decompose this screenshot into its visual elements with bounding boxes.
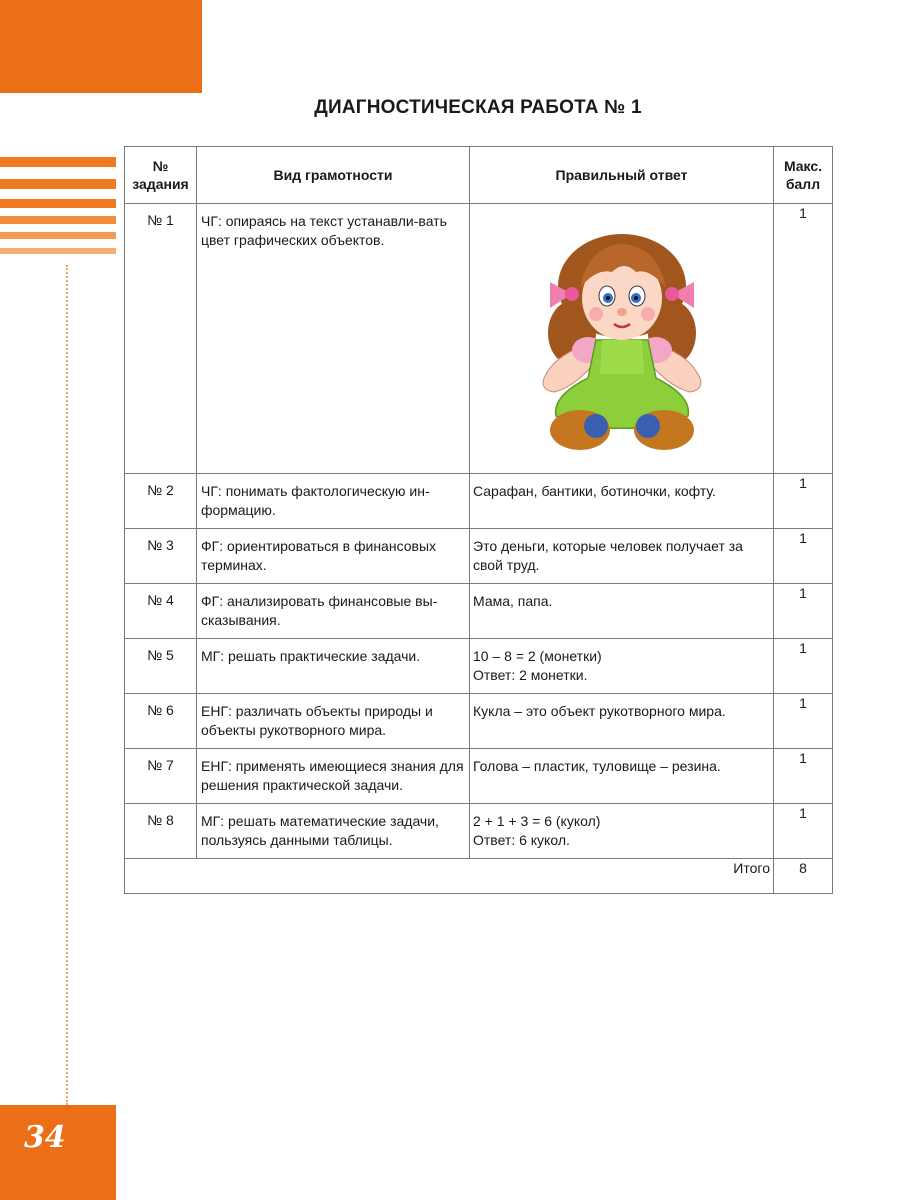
task-number: № 3 bbox=[125, 529, 197, 584]
stripe-decoration bbox=[0, 216, 116, 224]
literacy-type: ФГ: анализировать финансовые вы-сказывания. bbox=[197, 584, 470, 639]
literacy-type: ФГ: ориентироваться в финансовых терминах. bbox=[197, 529, 470, 584]
total-row bbox=[125, 859, 833, 894]
literacy-type: ЕНГ: различать объекты природы и объекты рукотворного мира. bbox=[197, 694, 470, 749]
table-row bbox=[125, 804, 833, 859]
max-score: 1 bbox=[774, 529, 833, 584]
answer-cell bbox=[470, 639, 774, 694]
table-row bbox=[125, 529, 833, 584]
answers-table bbox=[124, 146, 833, 894]
max-score: 1 bbox=[774, 639, 833, 694]
page-title: ДИАГНОСТИЧЕСКАЯ РАБОТА № 1 bbox=[314, 97, 642, 118]
task-number: № 7 bbox=[125, 749, 197, 804]
answer-line: 2 + 1 + 3 = 6 (кукол) bbox=[473, 813, 601, 829]
table-row bbox=[125, 639, 833, 694]
answer-cell: Мама, папа. bbox=[470, 584, 774, 639]
answer-cell bbox=[470, 804, 774, 859]
answer-cell: Сарафан, бантики, ботиночки, кофту. bbox=[470, 474, 774, 529]
stripe-decoration bbox=[0, 248, 116, 254]
answer-cell: Кукла – это объект рукотворного мира. bbox=[470, 694, 774, 749]
table-header-row bbox=[125, 147, 833, 204]
literacy-type: МГ: решать математические задачи, пользуясь данными таблицы. bbox=[197, 804, 470, 859]
header-literacy-type: Вид грамотности bbox=[197, 147, 470, 204]
task-number: № 8 bbox=[125, 804, 197, 859]
task-number: № 1 bbox=[125, 204, 197, 474]
table-row bbox=[125, 204, 833, 474]
max-score: 1 bbox=[774, 204, 833, 474]
answer-line: Ответ: 6 кукол. bbox=[473, 832, 570, 848]
doll-illustration bbox=[532, 228, 712, 454]
task-number: № 5 bbox=[125, 639, 197, 694]
task-number: № 2 bbox=[125, 474, 197, 529]
stripe-decoration bbox=[0, 179, 116, 189]
max-score: 1 bbox=[774, 694, 833, 749]
max-score: 1 bbox=[774, 474, 833, 529]
literacy-type: ЕНГ: применять имеющиеся знания для решения практической задачи. bbox=[197, 749, 470, 804]
corner-decoration bbox=[0, 0, 202, 93]
table-row bbox=[125, 694, 833, 749]
table-row bbox=[125, 474, 833, 529]
table-row bbox=[125, 584, 833, 639]
total-score: 8 bbox=[774, 859, 833, 894]
header-task-number: № задания bbox=[125, 147, 197, 204]
stripe-decoration bbox=[0, 157, 116, 167]
total-label: Итого bbox=[125, 859, 774, 894]
answer-cell: Голова – пластик, туловище – резина. bbox=[470, 749, 774, 804]
table-row bbox=[125, 749, 833, 804]
max-score: 1 bbox=[774, 749, 833, 804]
stripe-decoration bbox=[0, 199, 116, 208]
literacy-type: ЧГ: понимать фактологическую ин-формацию. bbox=[197, 474, 470, 529]
header-max-score: Макс. балл bbox=[774, 147, 833, 204]
answer-cell bbox=[470, 204, 774, 474]
max-score: 1 bbox=[774, 804, 833, 859]
answer-line: 10 – 8 = 2 (монетки) bbox=[473, 648, 602, 664]
literacy-type: МГ: решать практические задачи. bbox=[197, 639, 470, 694]
header-correct-answer: Правильный ответ bbox=[470, 147, 774, 204]
max-score: 1 bbox=[774, 584, 833, 639]
stripe-decoration bbox=[0, 232, 116, 239]
literacy-type: ЧГ: опираясь на текст устанавли-вать цвет графических объектов. bbox=[197, 204, 470, 474]
dotted-margin-line bbox=[66, 265, 70, 1105]
answer-cell: Это деньги, которые человек получает за свой труд. bbox=[470, 529, 774, 584]
task-number: № 4 bbox=[125, 584, 197, 639]
answer-line: Ответ: 2 монетки. bbox=[473, 667, 588, 683]
task-number: № 6 bbox=[125, 694, 197, 749]
page-number: 34 bbox=[24, 1120, 66, 1155]
